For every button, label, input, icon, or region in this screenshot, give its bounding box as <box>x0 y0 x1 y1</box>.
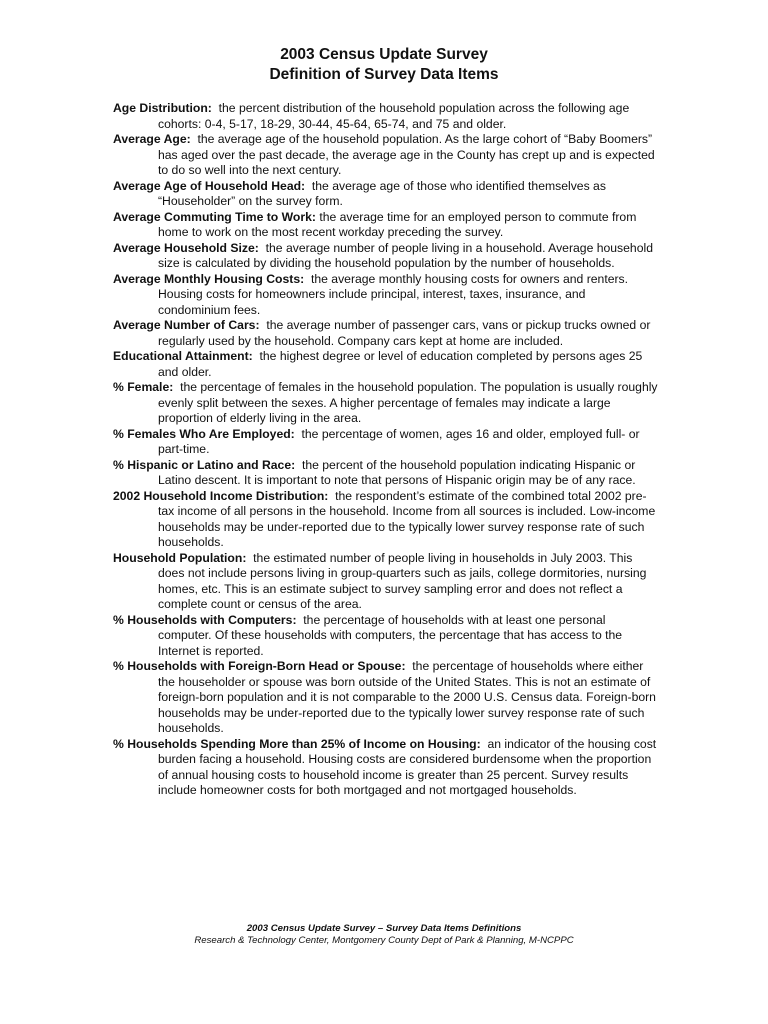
definition-item <box>113 613 661 660</box>
definition-item <box>113 427 661 458</box>
definition-term: % Households with Computers: <box>113 612 297 627</box>
definition-text: the average number of people living in a household. Average household size is calculated by dividing the household population by the number of households. <box>158 240 653 270</box>
definition-term: Average Household Size: <box>113 240 259 255</box>
definition-text: an indicator of the housing cost burden facing a household. Housing costs are considered burdensome when the proportion of annual housing costs to household income is greater than 25 percent. Survey results include homeowner costs for both mortgaged and not mortgaged households. <box>158 736 657 797</box>
footer-title: 2003 Census Update Survey – Survey Data Items Definitions <box>246 923 522 934</box>
definition-term: Educational Attainment: <box>113 349 253 363</box>
definition-term: % Households with Foreign-Born Head or Spouse: <box>113 659 406 673</box>
definition-text: the percent of the household population indicating Hispanic or Latino descent. It is important to note that persons of Hispanic origin may be of any race. <box>158 457 636 487</box>
definition-item <box>113 551 661 613</box>
definition-text: the respondent’s estimate of the combined total 2002 pre-tax income of all persons in the household. Income from all sources is included. Low-income households may be under-reported due to the typically lower survey response rate of such households. <box>158 488 656 549</box>
definition-text: the percent distribution of the household population across the following age cohorts: 0-4, 5-17, 18-29, 30-44, 45-64, 65-74, and 75 and older. <box>158 101 630 131</box>
definition-item <box>113 132 661 179</box>
definition-item <box>113 349 661 380</box>
definition-term: Average Monthly Housing Costs: <box>113 271 305 286</box>
footer-source: Research & Technology Center, Montgomery County Dept of Park & Planning, M-NCPPC <box>194 935 574 946</box>
definition-term: 2002 Household Income Distribution: <box>113 488 329 503</box>
definition-text: the average age of the household population. As the large cohort of “Baby Boomers” has aged over the past decade, the average age in the County has crept up and is expected to do so well into the next century. <box>158 132 655 177</box>
definition-term: Household Population: <box>113 550 247 565</box>
definition-term: % Hispanic or Latino and Race: <box>113 457 296 472</box>
document-title: 2003 Census Update Survey <box>280 46 488 63</box>
definition-item <box>113 210 661 241</box>
definition-text: the average number of passenger cars, vans or pickup trucks owned or regularly used by the household. Company cars kept at home are included. <box>158 318 651 348</box>
definition-term: Age Distribution: <box>113 101 212 115</box>
document-subtitle: Definition of Survey Data Items <box>269 66 499 83</box>
definition-item <box>113 458 661 489</box>
definition-text: the estimated number of people living in households in July 2003. This does not include persons living in group-quarters such as jails, college dormitories, nursing homes, etc. This is an estimate subject to survey sampling error and does not reflect a complete count or census of the area. <box>158 550 647 611</box>
definition-item <box>113 241 661 272</box>
definition-text: the average monthly housing costs for owners and renters. Housing costs for homeowners include principal, interest, taxes, insurance, and condominium fees. <box>158 271 629 317</box>
definition-term: Average Age: <box>113 132 191 146</box>
definition-item <box>113 659 661 737</box>
definition-term: Average Commuting Time to Work: <box>113 209 316 224</box>
definition-text: the percentage of women, ages 16 and older, employed full- or part-time. <box>158 426 640 456</box>
definition-item <box>113 737 661 799</box>
definition-item <box>113 272 661 319</box>
definition-text: the average time for an employed person to commute from home to work on the most recent workday preceding the survey. <box>158 209 637 239</box>
definition-term: % Female: <box>113 380 174 394</box>
definition-term: % Households Spending More than 25% of Income on Housing: <box>113 736 481 751</box>
definition-item <box>113 318 661 349</box>
definition-item <box>113 179 661 210</box>
definition-term: Average Number of Cars: <box>113 318 260 332</box>
definition-text: the average age of those who identified themselves as “Householder” on the survey form. <box>158 178 606 208</box>
definition-item <box>113 101 661 132</box>
definition-text: the percentage of households where either the householder or spouse was born outside of the United States. This is not an estimate of foreign-born population and it is not comparable to the 2000 U.S. Census data. Foreign-born households may be under-reported due to the typically lower survey response rate of such households. <box>158 659 656 735</box>
definitions-list <box>113 101 661 799</box>
definition-text: the percentage of females in the household population. The population is usually roughly evenly split between the sexes. A higher percentage of females may indicate a large proportion of elderly living in the area. <box>158 380 658 425</box>
definition-term: % Females Who Are Employed: <box>113 426 295 441</box>
definition-item <box>113 380 661 427</box>
definition-item <box>113 489 661 551</box>
definition-text: the highest degree or level of education completed by persons ages 25 and older. <box>158 349 643 379</box>
definition-term: Average Age of Household Head: <box>113 178 306 193</box>
definition-text: the percentage of households with at least one personal computer. Of these households with computers, the percentage that has access to the Internet is reported. <box>158 612 623 658</box>
